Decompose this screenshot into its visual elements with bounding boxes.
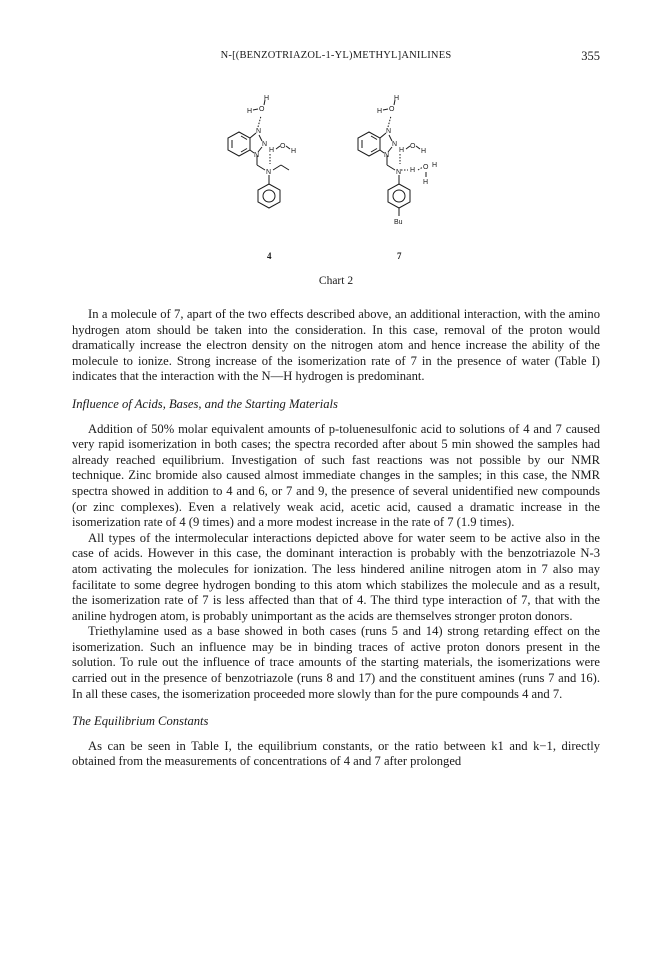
- atom-label: H: [423, 179, 429, 186]
- atom-label: N: [392, 141, 398, 148]
- atom-label: H: [291, 148, 297, 155]
- atom-label: H: [421, 148, 427, 155]
- atom-label: N: [262, 141, 268, 148]
- atom-label: H: [377, 108, 383, 115]
- compound-4-label: 4: [267, 251, 272, 261]
- atom-label: H: [410, 167, 416, 174]
- atom-label: N: [266, 169, 272, 176]
- aniline-ring-4: [258, 184, 280, 208]
- compound-7-label: 7: [397, 251, 402, 261]
- atom-label: H: [269, 147, 275, 154]
- atom-label: N: [256, 128, 262, 135]
- running-header: [72, 50, 600, 66]
- atom-label: O: [423, 164, 429, 171]
- atom-label: H: [394, 95, 400, 102]
- figure-caption: Chart 2: [318, 275, 354, 287]
- aniline-ring-7: [388, 184, 410, 208]
- paragraph: As can be seen in Table I, the equilibrium constants, or the ratio between k1 and k−1, directly obtained from the measurements of concentrations of 4 and 7 after prolonged: [72, 738, 600, 769]
- atom-label: H: [264, 95, 270, 102]
- paragraph: In a molecule of 7, apart of the two effects described above, an additional interaction, with the amino hydrogen atom should be taken into the consideration. In this case, removal of the proton would dramatically increase the electron density on the nitrogen atom and hence increase the ability of the molecule to ionize. Strong increase of the isomerization rate of 7 in the presence of water (Table I) indicates that the interaction with the N—H hydrogen is predominant.: [72, 307, 600, 384]
- paragraph: Addition of 50% molar equivalent amounts of p-toluenesulfonic acid to solutions of 4 and 7 caused very rapid isomerization in both cases; the spectra recorded after about 5 min showed the samples had already reached equilibrium. Investigation of such fast reactions was not possible by our NMR technique. Zinc bromide also caused almost immediate changes in the samples; in this case, the NMR spectra showed in addition to 4 and 6, or 7 and 9, the presence of several unidentified new compounds (or zinc complexes). Even a relatively weak acid, acetic acid, caused a dramatic increase in the isomerization rate of 4 (9 times) and a more modest increase in the rate of 7 (1.9 times).: [72, 421, 600, 530]
- atom-label: N: [386, 128, 392, 135]
- atom-label: O: [410, 143, 416, 150]
- atom-label: N: [396, 169, 402, 176]
- benzo-ring-7: [358, 132, 380, 156]
- atom-label: H: [432, 162, 438, 169]
- body-text: [72, 307, 600, 770]
- atom-label: H: [399, 147, 405, 154]
- section-heading: Influence of Acids, Bases, and the Starting Materials: [72, 396, 338, 411]
- tert-butyl-label: Bu: [394, 219, 403, 226]
- atom-label: N: [254, 152, 260, 159]
- paragraph: All types of the intermolecular interactions depicted above for water seem to be active also in the case of acids. However in this case, the dominant interaction is probably with the benzotriazole N-3 atom activating the molecules for ionization. The less hindered aniline nitrogen atom in 7 also may facilitate to some degree hydrogen bonding to this atom which stabilizes the molecule and as a result, the isomerization rate of 7 is less affected than that of 4. The third type interaction of 7, that with the aniline hydrogen atom, is probably unimportant as the acids are themselves stronger proton donors.: [72, 530, 600, 623]
- chemical-structures-figure: [190, 92, 490, 292]
- atom-label: N: [384, 152, 390, 159]
- atom-label: H: [247, 108, 253, 115]
- page-number: 355: [581, 49, 600, 63]
- running-title: N-[(BENZOTRIAZOL-1-YL)METHYL]ANILINES: [220, 50, 452, 61]
- atom-label: O: [280, 143, 286, 150]
- benzo-ring-4: [228, 132, 250, 156]
- atom-label: O: [389, 106, 395, 113]
- section-heading: The Equilibrium Constants: [72, 714, 209, 729]
- atom-label: O: [259, 106, 265, 113]
- paragraph: Triethylamine used as a base showed in both cases (runs 5 and 14) strong retarding effect on the isomerization. Such an influence may be in binding traces of active proton donors present in the solution. To rule out the influence of trace amounts of the starting materials, the isomerizations were carried out in the presence of benzotriazole (runs 8 and 17) and the constituent amines (runs 7 and 16). In all these cases, the isomerization proceeded more slowly than for the pure compounds 4 and 7.: [72, 624, 600, 701]
- structures-drawing: [190, 92, 490, 292]
